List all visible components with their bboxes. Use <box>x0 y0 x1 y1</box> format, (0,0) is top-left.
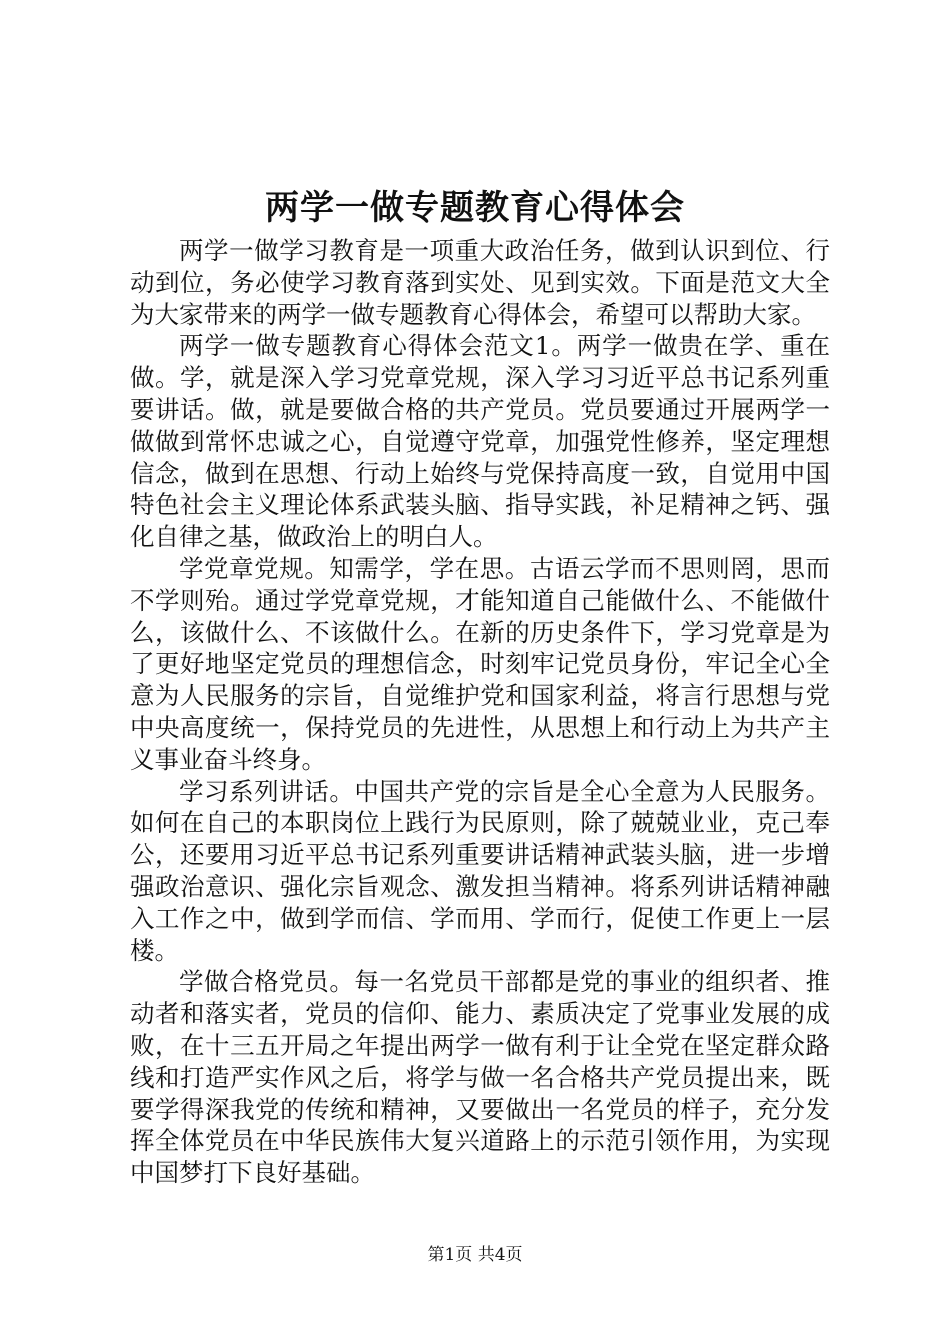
document-title: 两学一做专题教育心得体会 <box>265 188 685 228</box>
paragraph-sample-1: 两学一做专题教育心得体会范文1。两学一做贵在学、重在做。学，就是深入学习党章党规，深入学习习近平总书记系列重要讲话。做，就是要做合格的共产党员。党员要通过开展两学一做做到常怀忠诚之心，自觉遵守党章，加强党性修养，坚定理想信念，做到在思想、行动上始终与党保持高度一致，自觉用中国特色社会主义理论体系武装头脑、指导实践，补足精神之钙、强化自律之基，做政治上的明白人。 <box>130 331 830 552</box>
paragraph-qualified-member: 学做合格党员。每一名党员干部都是党的事业的组织者、推动者和落实者，党员的信仰、能力、素质决定了党事业发展的成败，在十三五开局之年提出两学一做有利于让全党在坚定群众路线和打造严实作风之后，将学与做一名合格共产党员提出来，既要学得深我党的传统和精神，又要做出一名党员的样子，充分发挥全体党员在中华民族伟大复兴道路上的示范引领作用，为实现中国梦打下良好基础。 <box>130 967 830 1188</box>
paragraph-party-constitution: 学党章党规。知需学，学在思。古语云学而不思则罔，思而不学则殆。通过学党章党规，才能知道自己能做什么、不能做什么，该做什么、不该做什么。在新的历史条件下，学习党章是为了更好地坚定党员的理想信念，时刻牢记党员身份，牢记全心全意为人民服务的宗旨，自觉维护党和国家利益，将言行思想与党中央高度统一，保持党员的先进性，从思想上和行动上为共产主义事业奋斗终身。 <box>130 553 830 774</box>
document-body <box>130 235 830 1189</box>
page-number: 第1页 <box>427 1245 473 1265</box>
paragraph-series-speeches: 学习系列讲话。中国共产党的宗旨是全心全意为人民服务。如何在自己的本职岗位上践行为民原则，除了兢兢业业，克己奉公，还要用习近平总书记系列重要讲话精神武装头脑，进一步增强政治意识、强化宗旨观念、激发担当精神。将系列讲话精神融入工作之中，做到学而信、学而用、学而行，促使工作更上一层楼。 <box>130 776 830 965</box>
paragraph-intro: 两学一做学习教育是一项重大政治任务，做到认识到位、行动到位，务必使学习教育落到实处、见到实效。下面是范文大全为大家带来的两学一做专题教育心得体会，希望可以帮助大家。 <box>130 236 830 329</box>
page-footer <box>0 1243 950 1267</box>
page-total: 共4页 <box>477 1245 523 1265</box>
